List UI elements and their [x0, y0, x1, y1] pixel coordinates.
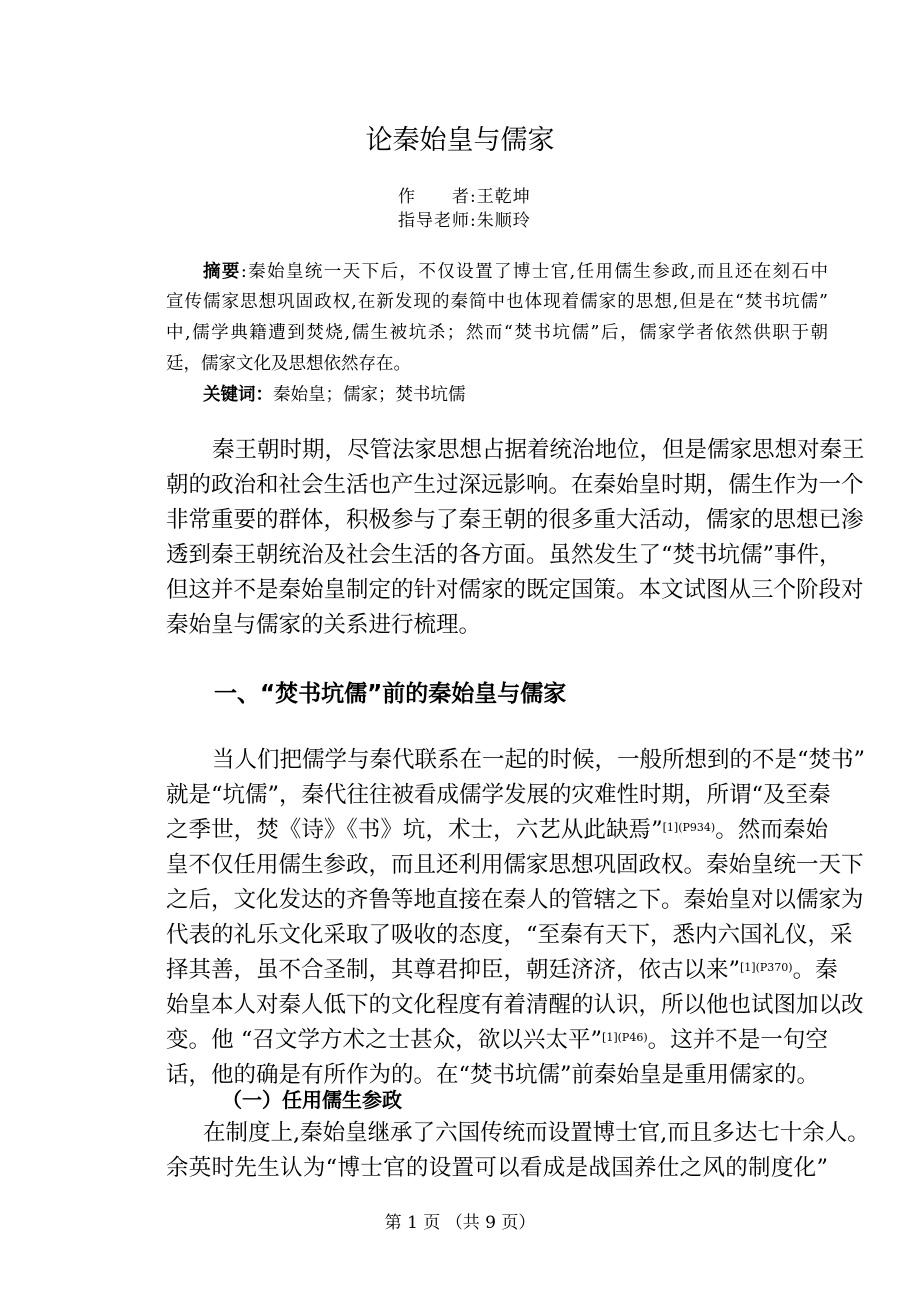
body-line: 之后，文化发达的齐鲁等地直接在秦人的管辖之下。秦始皇对以儒家为	[166, 887, 864, 913]
intro-line: 秦王朝时期，尽管法家思想占据着统治地位，但是儒家思想对秦王	[212, 437, 865, 463]
body-line: 变。他 “召文学方术之士甚众，欲以兴太平”$^{[1](P46)}$。这并不是一句空	[166, 1027, 828, 1053]
intro-line: 透到秦王朝统治及社会生活的各方面。虽然发生了“焚书坑儒”事件，	[166, 542, 842, 568]
body-line: 代表的礼乐文化采取了吸收的态度，“至秦有天下，悉内六国礼仪，采	[166, 922, 853, 948]
keywords-line	[203, 382, 865, 408]
advisor-label: 指导老师:	[398, 211, 477, 231]
keywords-label: 关键词：	[203, 385, 273, 405]
advisor-name: 朱顺玲	[476, 211, 531, 231]
body-line: 余英时先生认为“博士官的设置可以看成是战国养仕之风的制度化”	[166, 1155, 828, 1181]
abstract-line: 中,儒学典籍遭到焚烧,儒生被坑杀；然而“焚书坑儒”后，儒家学者依然供职于朝	[166, 323, 828, 343]
author-label: 作 者:	[398, 187, 477, 207]
body-line: 始皇本人对秦人低下的文化程度有着清醒的认识，所以他也试图加以改	[166, 992, 864, 1018]
body-line: 就是“坑儒”，秦代往往被看成儒学发展的灾难性时期，所谓“及至秦	[166, 782, 831, 808]
body-line: 当人们把儒学与秦代联系在一起的时候，一般所想到的不是“焚书”	[212, 747, 866, 773]
author-name: 王乾坤	[476, 187, 531, 207]
advisor-line	[398, 206, 531, 231]
body-line: 话，他的确是有所作为的。在“焚书坑儒”前秦始皇是重用儒家的。	[166, 1062, 820, 1088]
section-heading: 一、“焚书坑儒”前的秦始皇与儒家	[214, 681, 567, 707]
citation: [1](P934)	[662, 821, 716, 834]
intro-line: 但这并不是秦始皇制定的针对儒家的既定国策。本文试图从三个阶段对	[166, 577, 864, 603]
page-footer: 第 1 页 （共 9 页）	[384, 1213, 536, 1233]
author-line	[398, 182, 531, 207]
keywords-text: 秦始皇；儒家；焚书坑儒	[273, 385, 466, 405]
citation: [1](P370)	[740, 961, 793, 974]
body-line: 在制度上,秦始皇继承了六国传统而设置博士官,而且多达七十余人。	[203, 1120, 870, 1146]
citation: [1](P46)	[602, 1031, 648, 1044]
document-title: 论秦始皇与儒家	[365, 125, 555, 156]
abstract-line: 摘要:秦始皇统一天下后，不仅设置了博士官,任用儒生参政,而且还在刻石中	[203, 262, 828, 282]
abstract-line: 宣传儒家思想巩固政权,在新发现的秦简中也体现着儒家的思想,但是在“焚书坑儒”	[166, 292, 828, 312]
subsection-heading: （一）任用儒生参政	[222, 1088, 402, 1112]
abstract-line: 廷，儒家文化及思想依然存在。	[166, 354, 411, 374]
abstract-label: 摘要	[203, 262, 241, 282]
intro-line: 秦始皇与儒家的关系进行梳理。	[166, 612, 482, 638]
body-line: 择其善，虽不合圣制，其尊君抑臣，朝廷济济，依古以来”$^{[1](P370)}$。秦	[166, 957, 838, 983]
intro-line: 非常重要的群体，积极参与了秦王朝的很多重大活动，儒家的思想已渗	[166, 507, 864, 533]
body-line: 皇不仅任用儒生参政，而且还利用儒家思想巩固政权。秦始皇统一天下	[166, 852, 864, 878]
intro-line: 朝的政治和社会生活也产生过深远影响。在秦始皇时期，儒生作为一个	[166, 472, 864, 498]
body-line: 之季世，焚《诗》《书》坑，术士，六艺从此缺焉”$^{[1](P934)}$。然而秦始	[166, 817, 828, 843]
